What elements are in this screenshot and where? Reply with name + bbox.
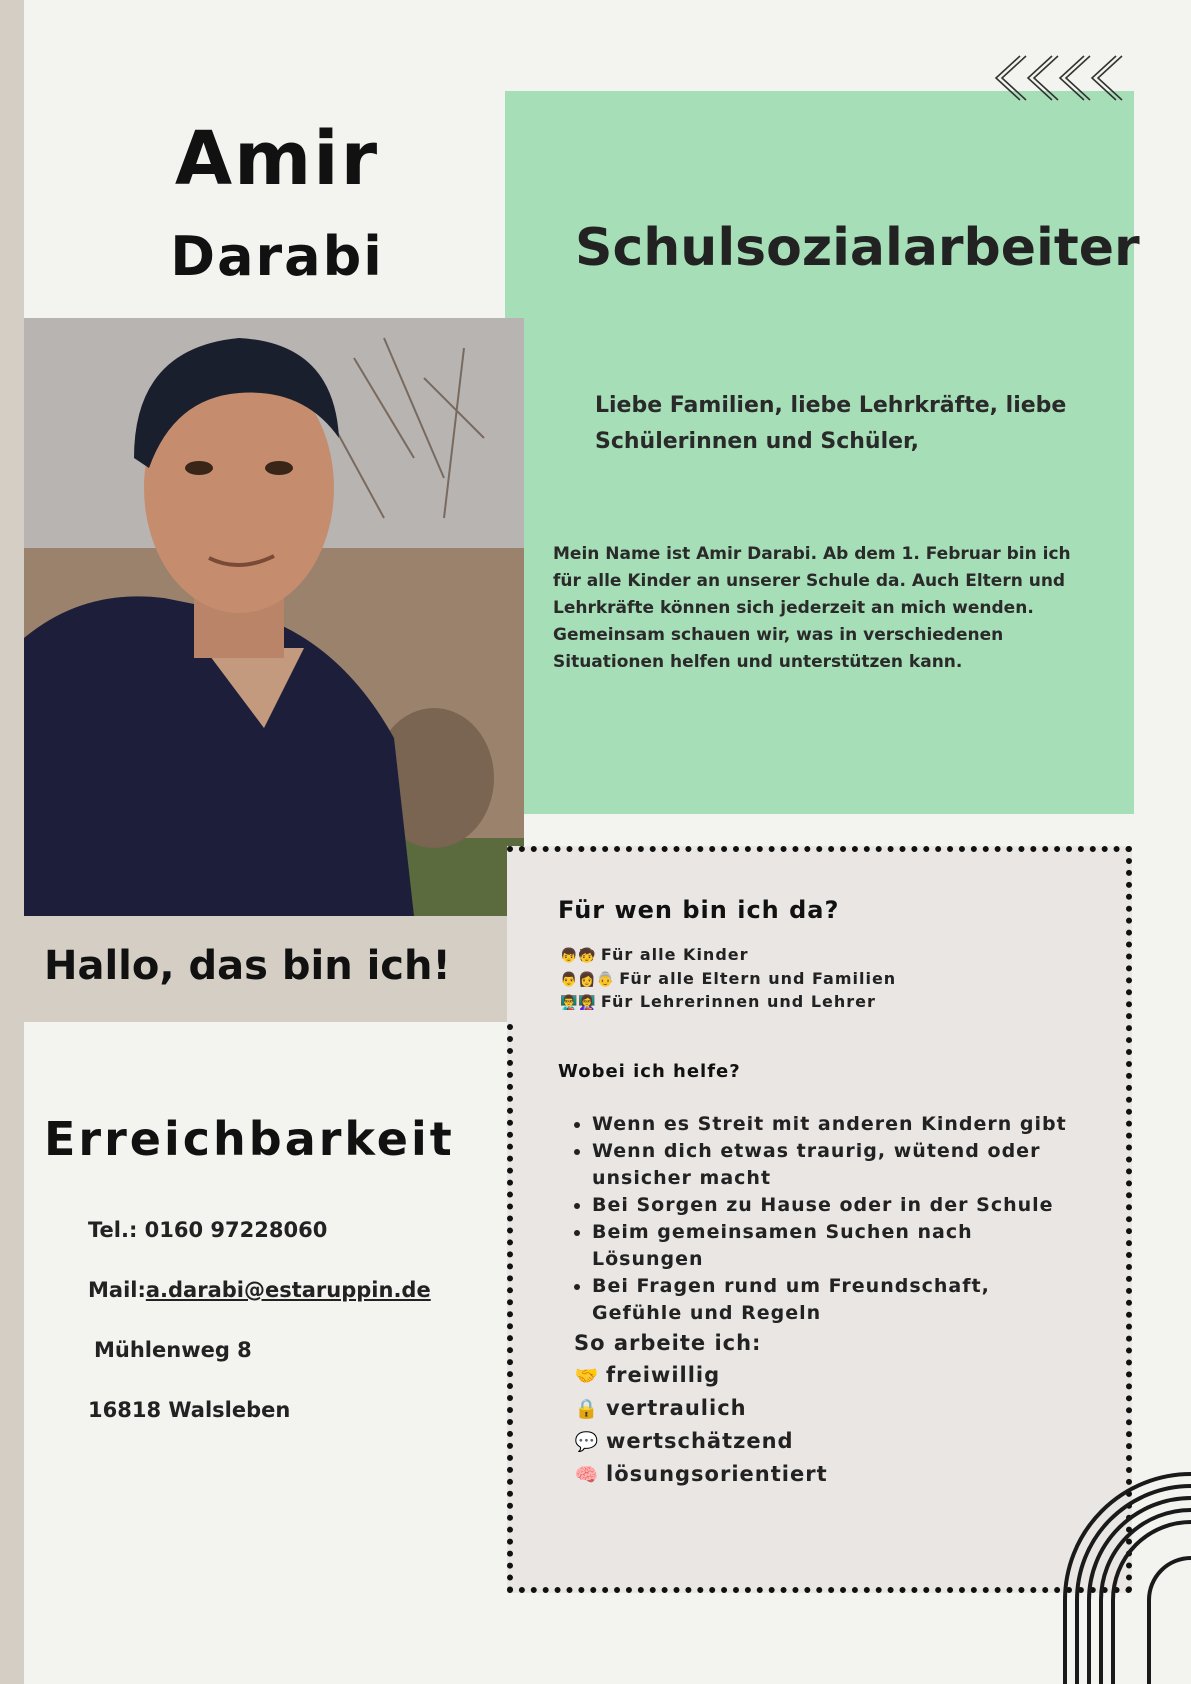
work-item xyxy=(574,1462,828,1486)
portrait-photo xyxy=(24,318,524,916)
work-heading: So arbeite ich: xyxy=(574,1331,762,1355)
mail-line xyxy=(88,1278,431,1302)
portrait-illustration xyxy=(24,318,524,916)
work-item xyxy=(574,1363,720,1387)
phone-number: Tel.: 0160 97228060 xyxy=(88,1218,328,1242)
work-label: wertschätzend xyxy=(606,1429,794,1453)
job-title: Schulsozialarbeiter xyxy=(575,218,1140,278)
greeting: Liebe Familien, liebe Lehrkräfte, liebe Schülerinnen und Schüler, xyxy=(595,393,1067,454)
intro-text: Mein Name ist Amir Darabi. Ab dem 1. Februar bin ich für alle Kinder an unserer Schule da. Auch Eltern und Lehrkräfte können sich jederzeit an mich wenden. Gemeinsam schauen wir, was in verschiedenen Situationen helfen und unterstützen kann. xyxy=(553,544,1071,672)
mail-label: Mail: xyxy=(88,1278,146,1302)
work-item xyxy=(574,1429,794,1453)
contact-heading: Erreichbarkeit xyxy=(44,1112,455,1166)
handshake-icon: 🤝 xyxy=(574,1365,600,1387)
work-label: vertraulich xyxy=(606,1396,747,1420)
children-emoji-icon: 👦🧒 xyxy=(560,948,597,964)
help-item: • Wenn dich etwas traurig, wütend oder unsicher macht xyxy=(592,1138,1072,1192)
family-emoji-icon: 👨👩👵 xyxy=(560,972,616,988)
audience-heading: Für wen bin ich da? xyxy=(558,896,840,924)
help-item: • Beim gemeinsamen Suchen nach Lösungen xyxy=(592,1219,1072,1273)
city-address: 16818 Walsleben xyxy=(88,1398,291,1422)
last-name: Darabi xyxy=(170,225,384,288)
audience-item xyxy=(560,945,749,964)
audience-label: Für alle Eltern und Familien xyxy=(619,969,897,988)
street-address: Mühlenweg 8 xyxy=(94,1338,252,1362)
info-box-border xyxy=(507,1024,513,1593)
work-item xyxy=(574,1396,747,1420)
help-item: • Wenn es Streit mit anderen Kindern gibt xyxy=(592,1111,1072,1138)
help-list xyxy=(570,1111,1072,1327)
mail-link[interactable]: a.darabi@estaruppin.de xyxy=(145,1278,431,1302)
lock-icon: 🔒 xyxy=(574,1398,600,1420)
help-item: • Bei Sorgen zu Hause oder in der Schule xyxy=(592,1192,1072,1219)
speech-bubble-icon: 💬 xyxy=(574,1431,600,1453)
help-item: • Bei Fragen rund um Freundschaft, Gefühle und Regeln xyxy=(592,1273,1072,1327)
teacher-emoji-icon: 👨‍🏫👩‍🏫 xyxy=(560,995,597,1011)
audience-item xyxy=(560,992,876,1011)
audience-label: Für Lehrerinnen und Lehrer xyxy=(600,992,876,1011)
chevron-decoration-icon xyxy=(990,52,1135,108)
audience-item xyxy=(560,969,896,988)
brain-icon: 🧠 xyxy=(574,1464,600,1486)
arch-decoration-icon xyxy=(1060,1470,1191,1684)
work-label: freiwillig xyxy=(606,1363,721,1387)
audience-label: Für alle Kinder xyxy=(600,945,749,964)
left-side-stripe xyxy=(0,0,24,1684)
help-heading: Wobei ich helfe? xyxy=(558,1061,741,1082)
photo-caption: Hallo, das bin ich! xyxy=(44,943,451,989)
work-label: lösungsorientiert xyxy=(606,1462,828,1486)
first-name: Amir xyxy=(174,116,380,202)
